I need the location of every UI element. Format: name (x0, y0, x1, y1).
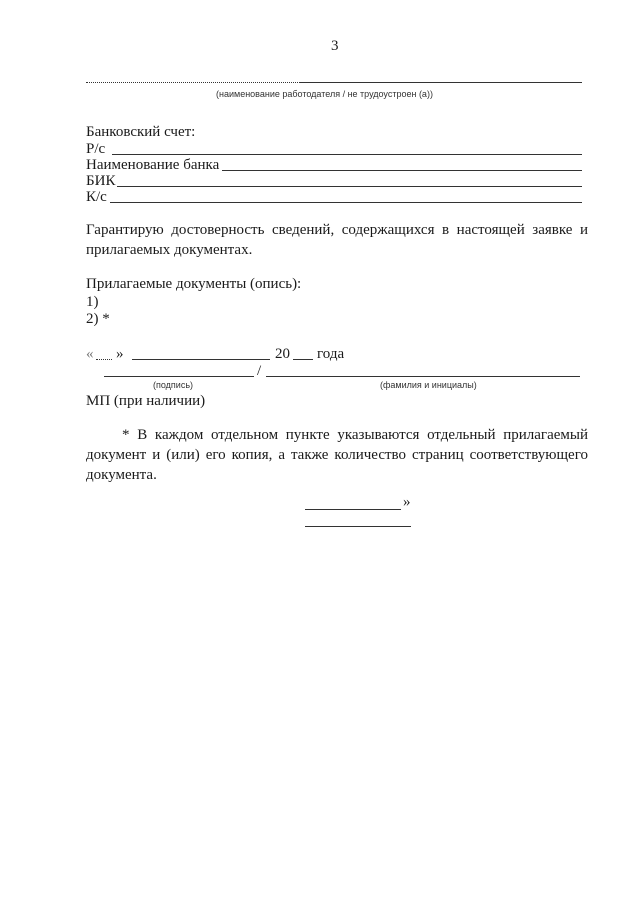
signature-caption: (подпись) (153, 380, 194, 390)
page-number: 3 (331, 38, 339, 54)
attachments-heading: Прилагаемые документы (опись): (86, 276, 302, 292)
bik-field[interactable] (117, 186, 582, 187)
guarantee-paragraph: Гарантирую достоверность сведений, содержащихся в настоящей заявке и прилагаемых документах. (86, 222, 588, 258)
signature-field[interactable] (104, 376, 254, 377)
signature-separator: / (257, 363, 262, 379)
stamp-label: МП (при наличии) (86, 393, 206, 409)
employer-line-solid (300, 82, 582, 83)
footnote-paragraph: * В каждом отдельном пункте указываются отдельный прилагаемый документ и (или) его копия, а также количество страниц соответствующего документа. (86, 427, 588, 483)
bank-name-label: Наименование банка (86, 157, 220, 173)
date-month-field[interactable] (132, 359, 270, 360)
date-close-quote: » (116, 346, 124, 362)
date-year-suffix: года (317, 346, 345, 362)
bank-name-field[interactable] (222, 170, 582, 171)
date-day-field[interactable] (96, 359, 112, 360)
employer-caption: (наименование работодателя / не трудоустроен (а)) (216, 89, 433, 99)
bik-label: БИК (86, 173, 116, 189)
rs-label: Р/с (86, 141, 106, 157)
ks-field[interactable] (110, 202, 582, 203)
date-year-field[interactable] (293, 359, 313, 360)
bottom-close-quote: » (403, 494, 411, 510)
rs-field[interactable] (112, 154, 582, 155)
bank-account-heading: Банковский счет: (86, 124, 196, 140)
full-name-caption: (фамилия и инициалы) (380, 380, 477, 390)
attachment-item-2: 2) * (86, 311, 110, 327)
bottom-field-2[interactable] (305, 526, 411, 527)
bottom-field-1[interactable] (305, 509, 401, 510)
ks-label: К/с (86, 189, 107, 205)
attachment-item-1: 1) (86, 294, 99, 310)
date-year-prefix: 20 (275, 346, 290, 362)
full-name-field[interactable] (266, 376, 580, 377)
date-open-quote: « (86, 346, 94, 362)
